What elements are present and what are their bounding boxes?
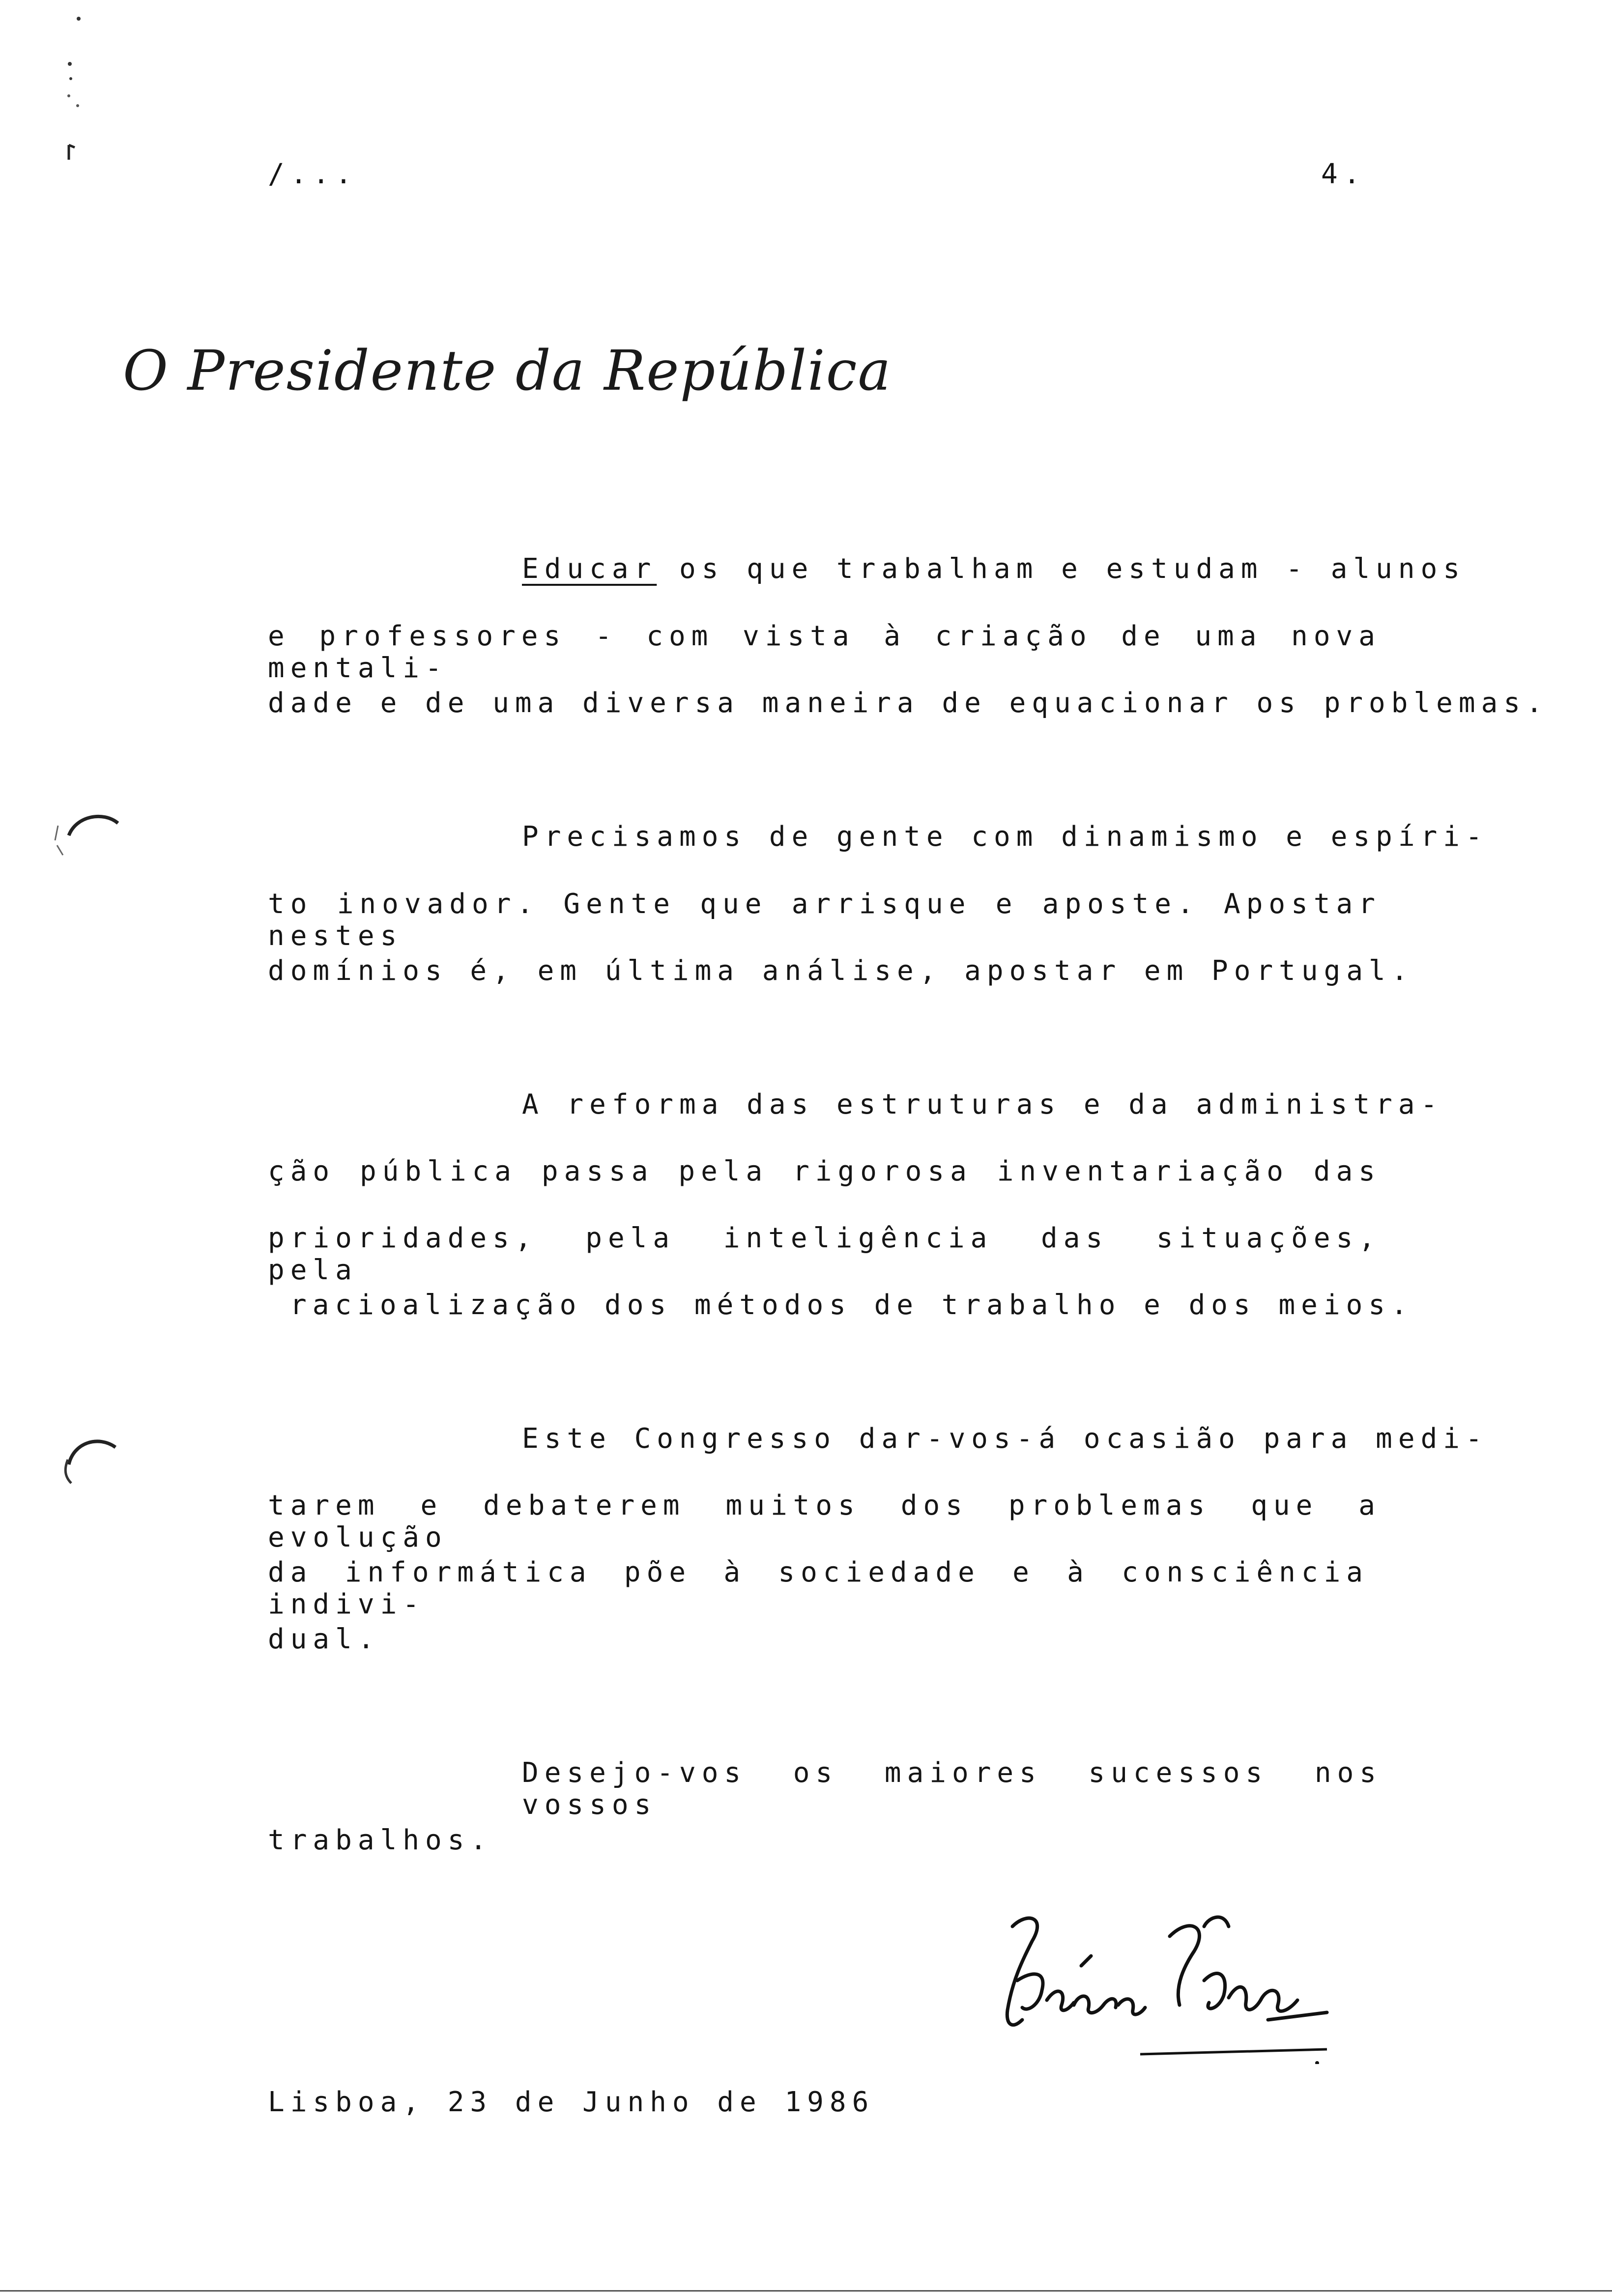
paragraph-3-line-1: A reforma das estruturas e da administra-: [522, 1089, 1443, 1120]
handwritten-signature: [993, 1907, 1347, 2064]
underlined-word: Educar: [522, 553, 657, 585]
paragraph-1-line-2: e professores - com vista à criação de uma nova mentali-: [268, 620, 1381, 684]
page-number: 4.: [1321, 158, 1366, 190]
paragraph-4-line-2: tarem e debaterem muitos dos problemas que a evolução: [268, 1490, 1381, 1553]
punch-mark-upper: [49, 806, 128, 860]
paragraph-1-line-1-rest: os que trabalham e estudam - alunos: [657, 553, 1466, 585]
paragraph-5-line-1: Desejo-vos os maiores sucessos nos vossos: [522, 1757, 1382, 1821]
paragraph-3-line-2: ção pública passa pela rigorosa inventariação das: [268, 1155, 1381, 1187]
paragraph-5-line-2: trabalhos.: [268, 1824, 493, 1856]
paragraph-1-line-1: [522, 553, 1466, 585]
scan-specks: [49, 10, 98, 167]
date-line: Lisboa, 23 de Junho de 1986: [268, 2086, 875, 2118]
paragraph-4-line-4: dual.: [268, 1623, 380, 1655]
paragraph-3-line-3: prioridades, pela inteligência das situações, pela: [268, 1222, 1381, 1286]
paragraph-1-line-3: dade e de uma diversa maneira de equacionar os problemas.: [268, 687, 1549, 719]
paragraph-2-line-3: domínios é, em última análise, apostar em Portugal.: [268, 955, 1414, 987]
paragraph-2-line-1: Precisamos de gente com dinamismo e espíri-: [522, 821, 1488, 853]
paragraph-4-line-1: Este Congresso dar-vos-á ocasião para medi-: [522, 1423, 1488, 1455]
bottom-scan-edge: [0, 2290, 1612, 2292]
punch-mark-lower: [49, 1425, 128, 1489]
letterhead-title: O Presidente da República: [123, 339, 892, 403]
continuation-mark: /...: [268, 158, 358, 190]
paragraph-2-line-2: to inovador. Gente que arrisque e aposte. Apostar nestes: [268, 888, 1381, 952]
paragraph-4-line-3: da informática põe à sociedade e à consciência indivi-: [268, 1556, 1369, 1620]
paragraph-3-line-4: racioalização dos métodos de trabalho e dos meios.: [290, 1289, 1413, 1321]
